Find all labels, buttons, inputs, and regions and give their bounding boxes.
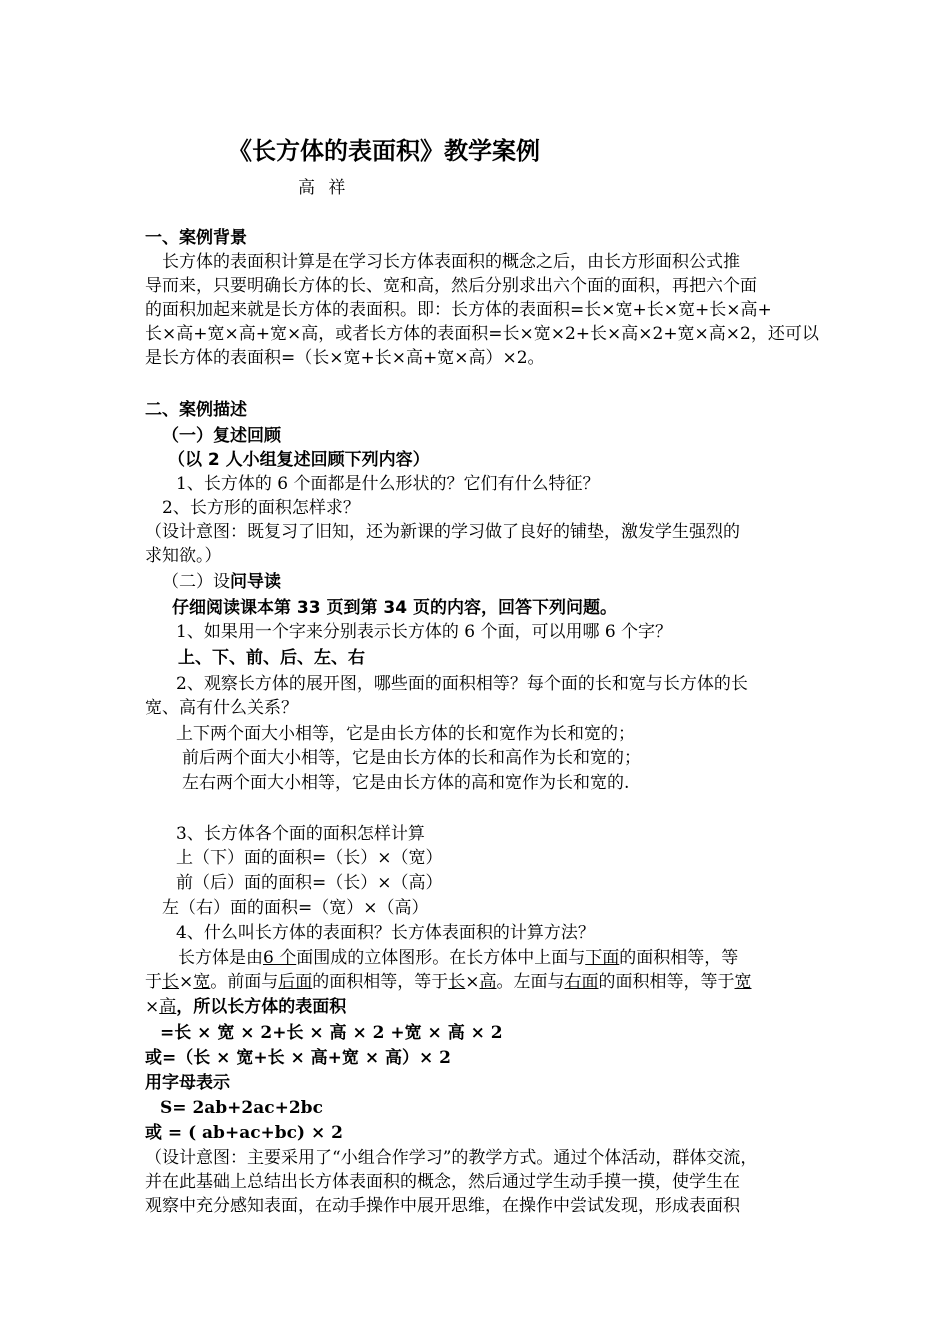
question: 2、观察长方体的展开图，哪些面的面积相等？每个面的长和宽与长方体的长 [176,674,748,694]
question: 4、什么叫长方体的表面积？长方体表面积的计算方法？ [176,923,595,943]
answer: 上下两个面大小相等，它是由长方体的长和宽作为长和宽的； [176,724,635,744]
explanation-line: ×高，所以长方体的表面积 [145,997,347,1017]
author-name: 高 祥 [298,178,350,198]
answer: 前后两个面大小相等，它是由长方体的长和高作为长和宽的； [182,748,641,768]
formula: 或 = ( ab+ac+bc) × 2 [145,1123,343,1143]
formula: S= 2ab+2ac+2bc [160,1098,323,1118]
answer: 上、下、前、后、左、右 [178,648,365,668]
section-heading: 二、案例描述 [145,400,247,420]
design-note: （设计意图：主要采用了“小组合作学习”的教学方式。通过个体活动，群体交流， [145,1148,758,1168]
answer: 前（后）面的面积=（长）×（高） [176,873,443,893]
paragraph-line: 长方体的表面积计算是在学习长方体表面积的概念之后，由长方形面积公式推 [162,252,740,272]
design-note: （设计意图：既复习了旧知，还为新课的学习做了良好的铺垫，激发学生强烈的 [145,522,740,542]
question: 1、如果用一个字来分别表示长方体的 6 个面，可以用哪 6 个字？ [176,622,673,642]
formula-label: 用字母表示 [145,1073,230,1093]
paragraph-line: 长×高+宽×高+宽×高，或者长方体的表面积=长×宽×2+长×高×2+宽×高×2，还可以 [145,324,819,344]
subsection-note: （以 2 人小组复述回顾下列内容） [168,450,430,470]
formula: 或=（长 × 宽+长 × 高+宽 × 高）× 2 [145,1048,451,1068]
explanation-line: 长方体是由6 个面围成的立体图形。在长方体中上面与下面的面积相等，等 [178,948,739,968]
answer: 上（下）面的面积=（长）×（宽） [176,848,443,868]
section-heading: 一、案例背景 [145,228,247,248]
subsection-heading: （二）设问导读 [162,572,281,592]
paragraph-line: 是长方体的表面积=（长×宽+长×高+宽×高）×2。 [145,348,545,368]
paragraph-line: 的面积加起来就是长方体的表面积。即：长方体的表面积=长×宽+长×宽+长×高+ [145,300,772,320]
formula: =长 × 宽 × 2+长 × 高 × 2 +宽 × 高 × 2 [160,1023,503,1043]
design-note: 并在此基础上总结出长方体表面积的概念，然后通过学生动手摸一摸，使学生在 [145,1172,740,1192]
question: 1、长方体的 6 个面都是什么形状的？它们有什么特征？ [176,474,600,494]
question: 宽、高有什么关系？ [145,698,298,718]
answer: 左（右）面的面积=（宽）×（高） [162,898,429,918]
question: 3、长方体各个面的面积怎样计算 [176,824,425,844]
document-title: 《长方体的表面积》教学案例 [228,137,540,165]
design-note: 求知欲。） [145,546,222,566]
question: 2、长方形的面积怎样求？ [162,498,360,518]
design-note: 观察中充分感知表面，在动手操作中展开思维，在操作中尝试发现，形成表面积 [145,1196,740,1216]
answer: 左右两个面大小相等，它是由长方体的高和宽作为长和宽的. [182,773,630,793]
subsection-heading: （一）复述回顾 [162,426,281,446]
paragraph-line: 导而来，只要明确长方体的长、宽和高，然后分别求出六个面的面积，再把六个面 [145,276,757,296]
reading-instruction: 仔细阅读课本第 33 页到第 34 页的内容，回答下列问题。 [172,598,617,618]
explanation-line: 于长×宽。前面与后面的面积相等，等于长×高。左面与右面的面积相等，等于宽 [145,972,752,992]
